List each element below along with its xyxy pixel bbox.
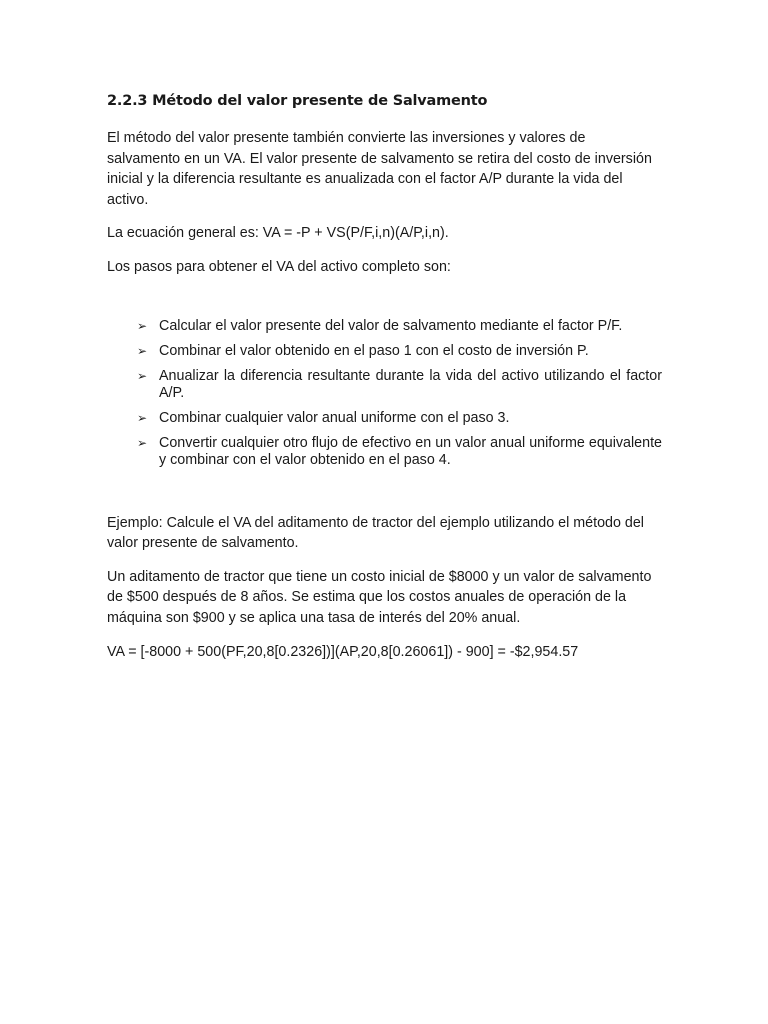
example-intro-paragraph: Ejemplo: Calcule el VA del aditamento de tractor del ejemplo utilizando el método del valor presente de salvamento. — [107, 514, 644, 552]
result-equation: VA = [-8000 + 500(PF,20,8[0.2326])](AP,20,8[0.26061]) - 900] = -$2,954.57 — [107, 643, 579, 660]
intro-paragraph: El método del valor presente también convierte las inversiones y valores de salvamento en un VA. El valor presente de salvamento se retira del costo de inversión inicial y la diferencia resultante es anualizada con el factor A/P durante la vida del activo. — [107, 130, 652, 208]
list-item — [107, 318, 662, 335]
list-item — [107, 368, 662, 402]
step-text: Anualizar la diferencia resultante durante la vida del activo utilizando el factor A/P. — [159, 367, 662, 401]
spacer — [107, 477, 662, 513]
step-text: Calcular el valor presente del valor de salvamento mediante el factor P/F. — [159, 317, 623, 334]
example-body-paragraph: Un aditamento de tractor que tiene un costo inicial de $8000 y un valor de salvamento de $500 después de 8 años. Se estima que los costos anuales de operación de la máquina son $900 y se aplica una tasa de interés del 20% anual. — [107, 568, 652, 626]
section-heading: 2.2.3 Método del valor presente de Salvamento — [107, 93, 488, 109]
arrow-bullet-icon: ➢ — [137, 368, 148, 383]
list-item — [107, 410, 662, 427]
steps-list — [107, 318, 662, 469]
document-page — [107, 90, 662, 675]
list-item — [107, 435, 662, 469]
step-text: Combinar cualquier valor anual uniforme con el paso 3. — [159, 409, 510, 426]
arrow-bullet-icon: ➢ — [137, 410, 148, 425]
step-text: Combinar el valor obtenido en el paso 1 con el costo de inversión P. — [159, 342, 589, 359]
steps-intro-paragraph: Los pasos para obtener el VA del activo completo son: — [107, 258, 451, 275]
arrow-bullet-icon: ➢ — [137, 435, 148, 450]
arrow-bullet-icon: ➢ — [137, 318, 148, 333]
equation-paragraph: La ecuación general es: VA = -P + VS(P/F,i,n)(A/P,i,n). — [107, 225, 449, 242]
arrow-bullet-icon: ➢ — [137, 343, 148, 358]
list-item — [107, 343, 662, 360]
step-text: Convertir cualquier otro flujo de efectivo en un valor anual uniforme equivalente y combinar con el valor obtenido en el paso 4. — [159, 434, 662, 468]
